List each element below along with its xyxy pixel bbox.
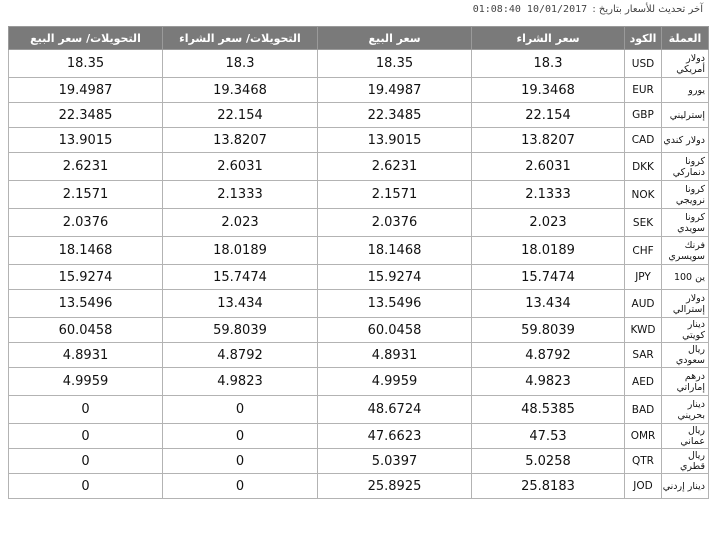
table-row [9,396,709,424]
header-buy: سعر الشراء [472,27,625,50]
table-row [9,318,709,343]
transfer-sell-rate: 4.9959 [9,368,163,396]
transfer-sell-rate: 0 [9,396,163,424]
transfer-sell-rate: 2.0376 [9,209,163,237]
table-row [9,290,709,318]
currency-code: SAR [625,343,662,368]
sell-rate: 18.1468 [318,237,472,265]
transfer-buy-rate: 2.023 [163,209,318,237]
currency-name: كرونا سويدي [662,209,709,237]
currency-code: CAD [625,128,662,153]
currency-name: ريال قطري [662,449,709,474]
header-transfer-sell: التحويلات/ سعر البيع [9,27,163,50]
currency-name: كرونا دنماركي [662,153,709,181]
table-row [9,368,709,396]
table-row [9,424,709,449]
transfer-buy-rate: 2.1333 [163,181,318,209]
table-row [9,237,709,265]
transfer-sell-rate: 19.4987 [9,78,163,103]
currency-code: SEK [625,209,662,237]
buy-rate: 2.023 [472,209,625,237]
sell-rate: 22.3485 [318,103,472,128]
table-row [9,181,709,209]
buy-rate: 19.3468 [472,78,625,103]
sell-rate: 5.0397 [318,449,472,474]
transfer-buy-rate: 2.6031 [163,153,318,181]
transfer-sell-rate: 18.35 [9,50,163,78]
table-row [9,78,709,103]
last-update-label: آخر تحديث للأسعار بتاريخ : [592,4,703,15]
transfer-buy-rate: 18.3 [163,50,318,78]
exchange-rates-table [8,26,709,499]
buy-rate: 4.8792 [472,343,625,368]
transfer-sell-rate: 2.1571 [9,181,163,209]
sell-rate: 2.6231 [318,153,472,181]
transfer-sell-rate: 13.5496 [9,290,163,318]
buy-rate: 15.7474 [472,265,625,290]
table-row [9,449,709,474]
table-row [9,265,709,290]
last-update-datetime: 10/01/2017 01:08:40 [472,4,588,15]
sell-rate: 13.9015 [318,128,472,153]
buy-rate: 59.8039 [472,318,625,343]
transfer-sell-rate: 15.9274 [9,265,163,290]
header-sell: سعر البيع [318,27,472,50]
sell-rate: 4.9959 [318,368,472,396]
transfer-sell-rate: 0 [9,474,163,499]
currency-code: BAD [625,396,662,424]
sell-rate: 47.6623 [318,424,472,449]
currency-name: دولار أمريكي [662,50,709,78]
currency-name: دينار كويتي [662,318,709,343]
currency-code: DKK [625,153,662,181]
transfer-buy-rate: 0 [163,424,318,449]
header-currency: العملة [662,27,709,50]
table-row [9,474,709,499]
currency-code: GBP [625,103,662,128]
currency-code: QTR [625,449,662,474]
sell-rate: 25.8925 [318,474,472,499]
last-update-line [473,4,703,15]
transfer-buy-rate: 13.8207 [163,128,318,153]
buy-rate: 13.434 [472,290,625,318]
buy-rate: 18.3 [472,50,625,78]
currency-name: دينار إردني [662,474,709,499]
buy-rate: 48.5385 [472,396,625,424]
buy-rate: 4.9823 [472,368,625,396]
table-row [9,153,709,181]
table-row [9,343,709,368]
currency-name: يورو [662,78,709,103]
sell-rate: 2.1571 [318,181,472,209]
currency-code: KWD [625,318,662,343]
transfer-buy-rate: 0 [163,396,318,424]
transfer-sell-rate: 4.8931 [9,343,163,368]
transfer-sell-rate: 0 [9,424,163,449]
currency-name: دينار بحريني [662,396,709,424]
currency-name: كرونا نرويجي [662,181,709,209]
currency-name: ريال سعودي [662,343,709,368]
table-row [9,103,709,128]
buy-rate: 2.1333 [472,181,625,209]
transfer-buy-rate: 13.434 [163,290,318,318]
transfer-sell-rate: 2.6231 [9,153,163,181]
buy-rate: 5.0258 [472,449,625,474]
transfer-sell-rate: 22.3485 [9,103,163,128]
currency-name: درهم إماراتي [662,368,709,396]
currency-name: ريال عماني [662,424,709,449]
buy-rate: 13.8207 [472,128,625,153]
header-transfer-buy: التحويلات/ سعر الشراء [163,27,318,50]
header-code: الكود [625,27,662,50]
sell-rate: 13.5496 [318,290,472,318]
currency-code: AED [625,368,662,396]
currency-code: NOK [625,181,662,209]
transfer-buy-rate: 18.0189 [163,237,318,265]
buy-rate: 22.154 [472,103,625,128]
table-row [9,209,709,237]
sell-rate: 18.35 [318,50,472,78]
currency-name: إسترليني [662,103,709,128]
transfer-sell-rate: 13.9015 [9,128,163,153]
currency-code: CHF [625,237,662,265]
transfer-buy-rate: 4.9823 [163,368,318,396]
currency-code: AUD [625,290,662,318]
sell-rate: 2.0376 [318,209,472,237]
buy-rate: 25.8183 [472,474,625,499]
table-header-row [9,27,709,50]
transfer-sell-rate: 0 [9,449,163,474]
transfer-sell-rate: 18.1468 [9,237,163,265]
transfer-buy-rate: 4.8792 [163,343,318,368]
table-row [9,128,709,153]
currency-name: دولار كندي [662,128,709,153]
transfer-buy-rate: 22.154 [163,103,318,128]
transfer-buy-rate: 0 [163,474,318,499]
sell-rate: 48.6724 [318,396,472,424]
transfer-buy-rate: 19.3468 [163,78,318,103]
table-row [9,50,709,78]
currency-code: EUR [625,78,662,103]
sell-rate: 60.0458 [318,318,472,343]
buy-rate: 18.0189 [472,237,625,265]
buy-rate: 2.6031 [472,153,625,181]
currency-code: OMR [625,424,662,449]
sell-rate: 15.9274 [318,265,472,290]
buy-rate: 47.53 [472,424,625,449]
currency-code: JPY [625,265,662,290]
transfer-buy-rate: 59.8039 [163,318,318,343]
currency-name: فرنك سويسري [662,237,709,265]
currency-code: JOD [625,474,662,499]
sell-rate: 4.8931 [318,343,472,368]
sell-rate: 19.4987 [318,78,472,103]
transfer-buy-rate: 0 [163,449,318,474]
transfer-sell-rate: 60.0458 [9,318,163,343]
currency-name: دولار إسترالي [662,290,709,318]
currency-name: ين 100 [662,265,709,290]
currency-code: USD [625,50,662,78]
transfer-buy-rate: 15.7474 [163,265,318,290]
